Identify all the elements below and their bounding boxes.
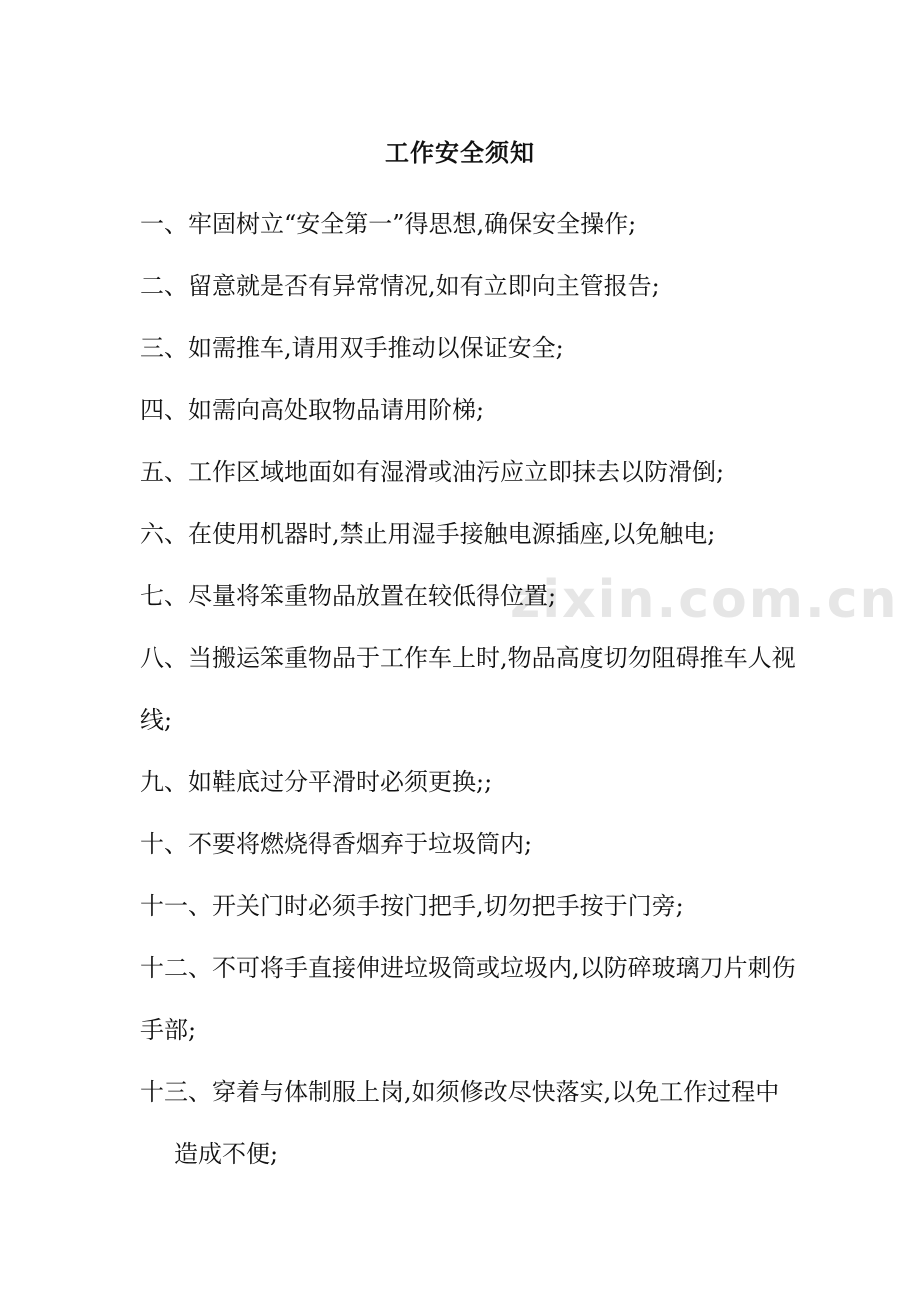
rules-list [140, 193, 800, 1185]
rule-item-12: 十二、不可将手直接伸进垃圾筒或垃圾内,以防碎玻璃刀片刺伤手部; [140, 954, 796, 1044]
rule-item-5: 五、工作区域地面如有湿滑或油污应立即抹去以防滑倒; [140, 458, 725, 486]
rule-item-1: 一、牢固树立“安全第一”得思想,确保安全操作; [140, 210, 637, 238]
rule-item-11: 十一、开关门时必须手按门把手,切勿把手按于门旁; [140, 892, 684, 920]
rule-item-3: 三、如需推车,请用双手推动以保证安全; [140, 334, 564, 362]
rule-item-4: 四、如需向高处取物品请用阶梯; [140, 396, 485, 424]
rule-item-9: 九、如鞋底过分平滑时必须更换;; [140, 768, 493, 796]
rule-item-7: 七、尽量将笨重物品放置在较低得位置; [140, 582, 557, 610]
rule-item-6: 六、在使用机器时,禁止用湿手接触电源插座,以免触电; [140, 520, 716, 548]
rule-item-13: 十三、穿着与体制服上岗,如须修改尽快落实,以免工作过程中造成不便; [140, 1078, 780, 1168]
rule-item-8: 八、当搬运笨重物品于工作车上时,物品高度切勿阻碍推车人视线; [140, 644, 796, 734]
rule-item-2: 二、留意就是否有异常情况,如有立即向主管报告; [140, 272, 660, 300]
watermark: zixin.com.cn [510, 570, 899, 630]
page-title: 工作安全须知 [385, 138, 535, 167]
rule-item-10: 十、不要将燃烧得香烟弃于垃圾筒内; [140, 830, 533, 858]
